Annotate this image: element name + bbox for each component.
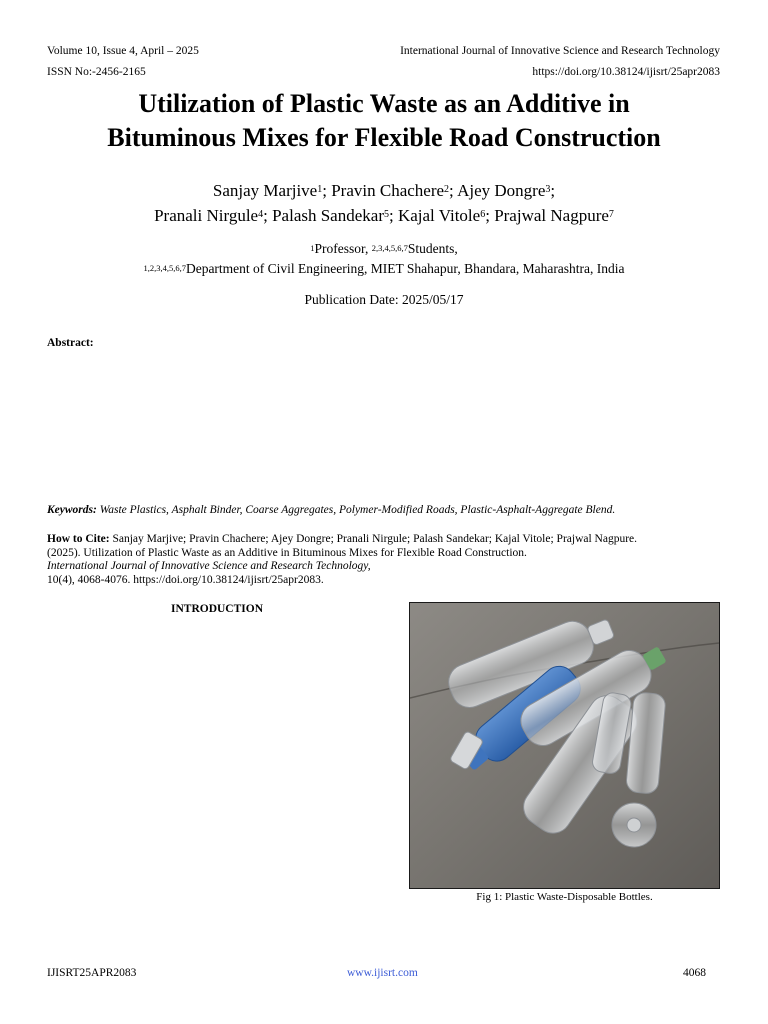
author-name: Prajwal Nagpure: [494, 206, 609, 225]
affil-students: Students,: [407, 241, 458, 256]
author-name: Kajal Vitole: [397, 206, 481, 225]
keywords-text: Waste Plastics, Asphalt Binder, Coarse Aggregates, Polymer-Modified Roads, Plastic-Asphalt-Aggregate Blend.: [99, 504, 616, 516]
affiliation: [20, 239, 748, 279]
author-sup: 4: [258, 209, 264, 220]
affiliation-roles: [20, 239, 748, 259]
cite-label: How to Cite:: [47, 533, 110, 545]
cite-line-1: Sanjay Marjive; Pravin Chachere; Ajey Dongre; Pranali Nirgule; Palash Sandekar; Kajal Vitole; Prajwal Nagpure.: [112, 533, 638, 545]
affil-sup: 2,3,4,5,6,7: [371, 243, 408, 253]
figure-caption: Fig 1: Plastic Waste-Disposable Bottles.: [476, 891, 653, 903]
publication-date: Publication Date: 2025/05/17: [304, 292, 464, 307]
author-sup: 6: [480, 209, 486, 220]
affil-sup: 1,2,3,4,5,6,7: [143, 263, 186, 273]
affil-dept: Department of Civil Engineering, MIET Shahapur, Bhandara, Maharashtra, India: [185, 261, 625, 276]
header-issn: ISSN No:-2456-2165: [47, 66, 146, 78]
author-sup: 5: [383, 209, 389, 220]
author-sup: 1: [317, 184, 323, 195]
author-sup: 7: [608, 209, 614, 220]
title-line-2: Bituminous Mixes for Flexible Road Construction: [107, 123, 661, 152]
header-volume: Volume 10, Issue 4, April – 2025: [47, 45, 199, 57]
affiliation-department: [20, 259, 748, 279]
author-line-2: Pranali Nirgule$^4$; Palash Sandekar$^5$; Kajal Vitole$^6$; Prajwal Nagpure$^7$: [154, 206, 614, 225]
author-sup: 3: [545, 184, 551, 195]
plastic-bottles-photo: [410, 603, 719, 888]
author-list: [20, 178, 748, 228]
keywords: [47, 504, 615, 518]
how-to-cite: [47, 533, 727, 587]
author-name: Pravin Chachere: [331, 181, 445, 200]
section-heading-introduction: INTRODUCTION: [171, 603, 264, 615]
paper-title: [20, 87, 748, 155]
header-journal: International Journal of Innovative Science and Research Technology: [400, 45, 720, 57]
author-name: Sanjay Marjive: [212, 181, 318, 200]
affil-professor: Professor,: [314, 241, 372, 256]
footer-paper-id: IJISRT25APR2083: [47, 967, 137, 979]
author-name: Palash Sandekar: [272, 206, 384, 225]
cite-line-3: International Journal of Innovative Science and Research Technology,: [47, 560, 371, 572]
author-name: Ajey Dongre: [457, 181, 546, 200]
figure-plastic-bottles: [409, 602, 720, 889]
header-doi[interactable]: https://doi.org/10.38124/ijisrt/25apr2083: [532, 66, 720, 78]
keywords-label: Keywords:: [47, 504, 97, 516]
abstract-label: Abstract:: [47, 337, 94, 349]
cite-line-2: (2025). Utilization of Plastic Waste as an Additive in Bituminous Mixes for Flexible Road Construction.: [47, 546, 527, 559]
author-line-1: Sanjay Marjive$^1$; Pravin Chachere$^2$; Ajey Dongre$^3$;: [212, 181, 556, 200]
footer-page-number: 4068: [683, 967, 706, 979]
author-sup: 2: [444, 184, 450, 195]
cite-line-4: 10(4), 4068-4076. https://doi.org/10.38124/ijisrt/25apr2083.: [47, 573, 324, 586]
affil-sup: 1: [310, 243, 315, 253]
author-name: Pranali Nirgule: [154, 206, 259, 225]
title-line-1: Utilization of Plastic Waste as an Additive in: [138, 89, 630, 118]
footer-website-link[interactable]: www.ijisrt.com: [347, 967, 418, 979]
